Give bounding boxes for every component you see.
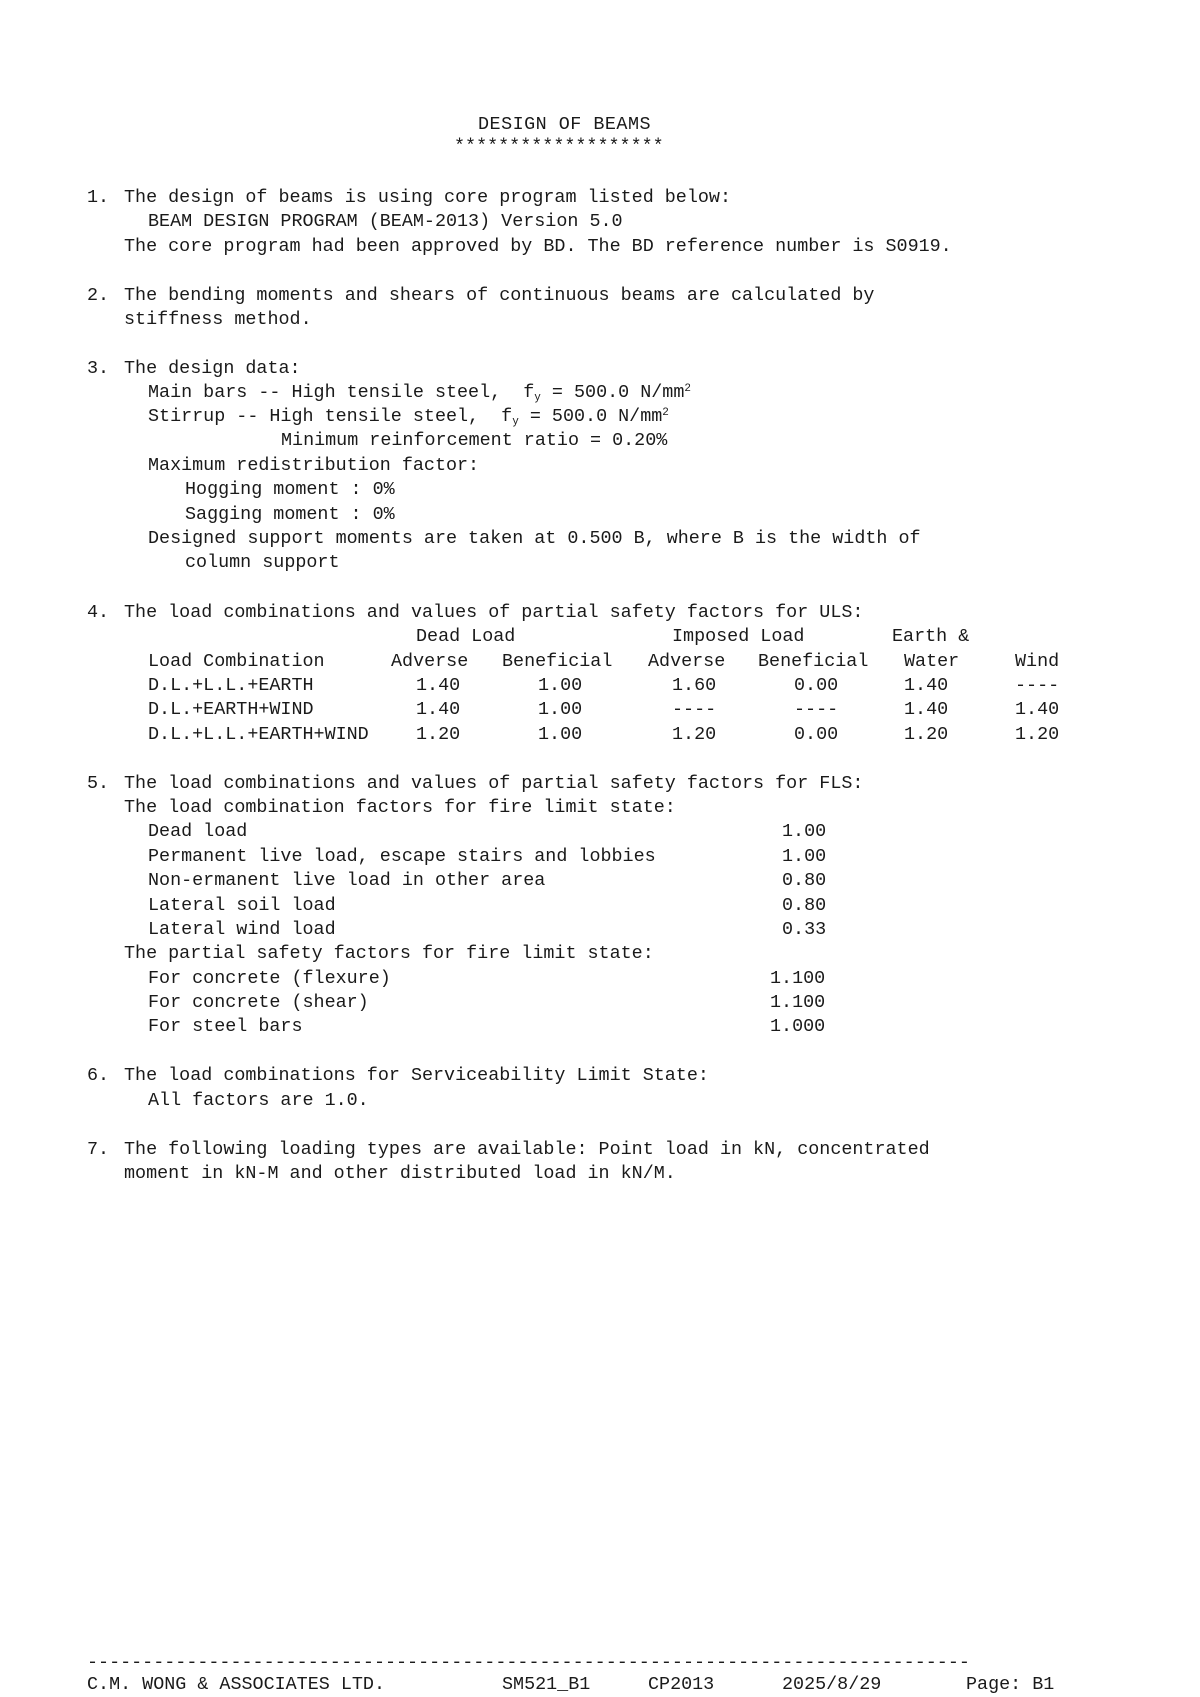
main-bars-fy-value: = 500.0 N/mm: [540, 382, 685, 403]
fire-factor-value: 0.80: [782, 895, 827, 916]
designed-support-line-2: column support: [185, 552, 340, 573]
fire-factor-value: 0.80: [782, 870, 827, 891]
safety-factor-value: 1.000: [770, 1016, 826, 1037]
main-bars-line: [148, 381, 691, 405]
table-row-2-cell: 1.40: [1015, 699, 1060, 720]
section-4-line-1: The load combinations and values of partial safety factors for ULS:: [124, 602, 864, 623]
table-row-3-combination: D.L.+L.L.+EARTH+WIND: [148, 724, 369, 745]
table-row-1-cell: ----: [1015, 675, 1060, 696]
section-1-line-1: The design of beams is using core program listed below:: [124, 187, 731, 208]
footer-page-number: Page: B1: [966, 1674, 1055, 1695]
fire-factor-value: 1.00: [782, 821, 827, 842]
footer-date: 2025/8/29: [782, 1674, 882, 1695]
section-5-line-3: The partial safety factors for fire limit state:: [124, 943, 654, 964]
table-row-3-cell: 1.20: [672, 724, 717, 745]
footer-code: CP2013: [648, 1674, 715, 1695]
stirrup-fy-value: = 500.0 N/mm: [518, 406, 663, 427]
fire-factor-label: Permanent live load, escape stairs and lobbies: [148, 846, 656, 867]
hogging-moment: Hogging moment : 0%: [185, 479, 395, 500]
safety-factor-label: For steel bars: [148, 1016, 303, 1037]
section-2-line-1: The bending moments and shears of continuous beams are calculated by: [124, 285, 875, 306]
col-header-earth-water: Water: [904, 651, 960, 672]
section-2-line-2: stiffness method.: [124, 309, 312, 330]
fire-factor-label: Lateral soil load: [148, 895, 336, 916]
table-row-1-cell: 1.40: [416, 675, 461, 696]
group-imposed-load: Imposed Load: [672, 626, 805, 647]
footer-company: C.M. WONG & ASSOCIATES LTD.: [87, 1674, 385, 1695]
section-5-line-2: The load combination factors for fire limit state:: [124, 797, 676, 818]
section-1-number: 1.: [87, 187, 110, 208]
col-header-load-combination: Load Combination: [148, 651, 325, 672]
col-header-imposed-beneficial: Beneficial: [758, 651, 869, 672]
safety-factor-label: For concrete (shear): [148, 992, 369, 1013]
table-row-1-cell: 1.60: [672, 675, 717, 696]
safety-factor-value: 1.100: [770, 968, 826, 989]
table-row-3-cell: 0.00: [794, 724, 839, 745]
table-row-1-combination: D.L.+L.L.+EARTH: [148, 675, 314, 696]
designed-support-line-1: Designed support moments are taken at 0.500 B, where B is the width of: [148, 528, 921, 549]
col-header-wind: Wind: [1015, 651, 1060, 672]
section-6-line-1: The load combinations for Serviceability Limit State:: [124, 1065, 709, 1086]
safety-factor-value: 1.100: [770, 992, 826, 1013]
table-row-2-cell: 1.00: [538, 699, 583, 720]
squared-superscript: 2: [662, 407, 669, 419]
safety-factor-label: For concrete (flexure): [148, 968, 391, 989]
fire-factor-label: Dead load: [148, 821, 248, 842]
footer-job-id: SM521_B1: [502, 1674, 591, 1695]
fire-factor-label: Non-ermanent live load in other area: [148, 870, 546, 891]
section-1-line-3: The core program had been approved by BD. The BD reference number is S0919.: [124, 236, 952, 257]
table-row-2-cell: 1.40: [904, 699, 949, 720]
squared-superscript: 2: [684, 383, 691, 395]
max-redistribution: Maximum redistribution factor:: [148, 455, 480, 476]
stirrup-text: Stirrup -- High tensile steel, f: [148, 406, 513, 427]
fire-factor-label: Lateral wind load: [148, 919, 336, 940]
table-row-2-cell: ----: [672, 699, 717, 720]
table-row-2-cell: 1.40: [416, 699, 461, 720]
table-row-1-cell: 0.00: [794, 675, 839, 696]
page-title: DESIGN OF BEAMS: [478, 114, 652, 135]
fire-factor-value: 0.33: [782, 919, 827, 940]
section-7-line-2: moment in kN-M and other distributed load in kN/M.: [124, 1163, 676, 1184]
section-2-number: 2.: [87, 285, 110, 306]
table-row-3-cell: 1.20: [1015, 724, 1060, 745]
group-dead-load: Dead Load: [416, 626, 516, 647]
section-5-number: 5.: [87, 773, 110, 794]
section-6-line-2: All factors are 1.0.: [148, 1090, 369, 1111]
footer-rule: --------------------------------------------------------------------------------: [87, 1652, 970, 1673]
fy-subscript: y: [534, 392, 541, 404]
section-7-number: 7.: [87, 1139, 110, 1160]
table-row-2-cell: ----: [794, 699, 839, 720]
table-row-3-cell: 1.00: [538, 724, 583, 745]
section-6-number: 6.: [87, 1065, 110, 1086]
main-bars-text: Main bars -- High tensile steel, f: [148, 382, 535, 403]
sagging-moment: Sagging moment : 0%: [185, 504, 395, 525]
table-row-2-combination: D.L.+EARTH+WIND: [148, 699, 314, 720]
table-row-3-cell: 1.20: [416, 724, 461, 745]
group-earth-water: Earth &: [892, 626, 970, 647]
section-3-number: 3.: [87, 358, 110, 379]
col-header-imposed-adverse: Adverse: [648, 651, 726, 672]
section-3-line-1: The design data:: [124, 358, 301, 379]
fy-subscript: y: [512, 416, 519, 428]
section-1-line-2: BEAM DESIGN PROGRAM (BEAM-2013) Version 5.0: [148, 211, 623, 232]
section-5-line-1: The load combinations and values of partial safety factors for FLS:: [124, 773, 864, 794]
title-underline: *******************: [454, 136, 664, 157]
min-reinforcement-ratio: Minimum reinforcement ratio = 0.20%: [281, 430, 668, 451]
fire-factor-value: 1.00: [782, 846, 827, 867]
table-row-1-cell: 1.40: [904, 675, 949, 696]
stirrup-line: [148, 405, 669, 429]
table-row-1-cell: 1.00: [538, 675, 583, 696]
table-row-3-cell: 1.20: [904, 724, 949, 745]
col-header-dead-beneficial: Beneficial: [502, 651, 613, 672]
section-4-number: 4.: [87, 602, 110, 623]
section-7-line-1: The following loading types are available: Point load in kN, concentrated: [124, 1139, 930, 1160]
col-header-dead-adverse: Adverse: [391, 651, 469, 672]
